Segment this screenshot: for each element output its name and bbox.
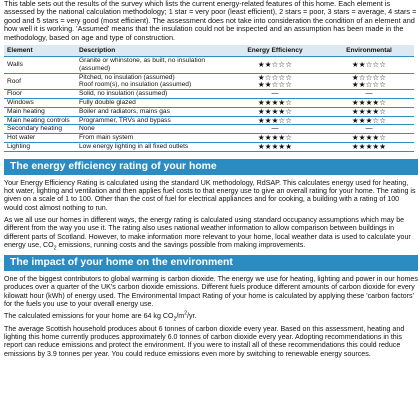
empty-star-icon: ☆ <box>271 72 279 82</box>
description-cell <box>76 73 226 90</box>
environmental-rating-cell <box>324 143 414 152</box>
table-row <box>4 57 414 74</box>
empty-star-icon: ☆ <box>379 80 387 90</box>
section-heading-energy-rating: The energy efficiency rating of your home <box>4 159 418 175</box>
element-cell: Secondary heating <box>4 125 76 134</box>
table-row <box>4 73 414 90</box>
environmental-rating-cell <box>324 116 414 125</box>
filled-star-icon: ★ <box>358 133 366 143</box>
filled-star-icon: ★ <box>372 106 380 116</box>
star-rating <box>327 61 411 69</box>
not-applicable-dash: — <box>365 90 373 98</box>
description-cell <box>76 125 226 134</box>
filled-star-icon: ★ <box>358 115 366 125</box>
element-cell: Floor <box>4 90 76 99</box>
filled-star-icon: ★ <box>365 106 373 116</box>
description-line: (assumed) <box>79 64 111 72</box>
empty-star-icon: ☆ <box>372 72 380 82</box>
element-cell: Walls <box>4 57 76 74</box>
filled-star-icon: ★ <box>365 98 373 108</box>
star-rating <box>229 99 321 107</box>
not-applicable-dash: — <box>271 125 279 133</box>
empty-star-icon: ☆ <box>365 72 373 82</box>
energy-rating-paragraph-1: Your Energy Efficiency Rating is calculated using the standard UK methodology, RdSAP. This calculates energy used for heating, hot water, lighting and ventilation and then applies fuel costs to that energy use to give an overall rating for your home. The rating is given on a scale of 1 to 100. Other than the cost of fuel for electrical appliances and for cooking, a building with a rating of 100 would cost almost nothing to run. <box>4 178 416 212</box>
filled-star-icon: ★ <box>264 133 272 143</box>
element-cell: Lighting <box>4 143 76 152</box>
filled-star-icon: ★ <box>278 106 286 116</box>
filled-star-icon: ★ <box>351 59 359 69</box>
empty-star-icon: ☆ <box>379 98 387 108</box>
filled-star-icon: ★ <box>271 133 279 143</box>
element-cell: Main heating <box>4 107 76 116</box>
empty-star-icon: ☆ <box>372 115 380 125</box>
empty-star-icon: ☆ <box>271 59 279 69</box>
element-cell: Windows <box>4 99 76 108</box>
not-applicable-dash: — <box>365 125 373 133</box>
filled-star-icon: ★ <box>365 133 373 143</box>
filled-star-icon: ★ <box>271 98 279 108</box>
empty-star-icon: ☆ <box>365 59 373 69</box>
filled-star-icon: ★ <box>372 142 380 151</box>
description-cell <box>76 90 226 99</box>
filled-star-icon: ★ <box>351 106 359 116</box>
description-line: Boiler and radiators, mains gas <box>79 107 170 115</box>
description-line: From main system <box>79 134 134 142</box>
description-cell <box>76 134 226 143</box>
environment-paragraph-3: The average Scottish household produces about 6 tonnes of carbon dioxide every year. Based on this assessment, heating and lighting this home currently produces approximately 6.0 tonnes of carbon dioxide every year. Adopting recommendations in this report can reduce emissions and protect the environment. If you were to install all of these recommendations this could reduce emissions by 3.9 tonnes per year. You could reduce emissions even more by switching to renewable energy sources. <box>4 324 405 358</box>
efficiency-rating-cell <box>226 116 324 125</box>
efficiency-rating-cell <box>226 57 324 74</box>
filled-star-icon: ★ <box>351 115 359 125</box>
empty-star-icon: ☆ <box>285 59 293 69</box>
filled-star-icon: ★ <box>257 106 265 116</box>
energy-rating-paragraph-2: As we all use our homes in different ways, the energy rating is calculated using standard occupancy assumptions which may be different from the way you use it. The rating also uses national weather information to allow comparison between buildings in different parts of Scotland. However, to make information more relevant to your home, local weather data is used to calculate your energy use, $CO_2$ emissions, running costs and the savings possible from making improvements. <box>4 215 411 252</box>
empty-star-icon: ☆ <box>285 106 293 116</box>
intro-text: This table sets out the results of the survey which lists the current energy-related features of this home. Each element is assessed by the national calculation methodology; 1 star = very poor (least efficient), 2 stars = poor, 3 stars = average, 4 stars = good and 5 stars = very good (most efficient). The assessment does not take into consideration the condition of an element and how well it is working. 'Assumed' means that the insulation could not be inspected and an assumption has been made in the methodology, based on age and type of construction. <box>4 0 417 42</box>
empty-star-icon: ☆ <box>278 80 286 90</box>
star-rating <box>229 61 321 69</box>
filled-star-icon: ★ <box>257 72 265 82</box>
features-table <box>4 45 414 152</box>
filled-star-icon: ★ <box>358 59 366 69</box>
empty-star-icon: ☆ <box>379 72 387 82</box>
star-rating <box>327 134 411 142</box>
description-cell <box>76 143 226 152</box>
star-rating <box>229 143 321 151</box>
empty-star-icon: ☆ <box>379 106 387 116</box>
filled-star-icon: ★ <box>271 142 279 151</box>
star-rating <box>327 117 411 125</box>
environmental-rating-cell <box>324 73 414 90</box>
element-cell: Main heating controls <box>4 116 76 125</box>
filled-star-icon: ★ <box>365 142 373 151</box>
filled-star-icon: ★ <box>278 133 286 143</box>
filled-star-icon: ★ <box>264 106 272 116</box>
description-line: Low energy lighting in all fixed outlets <box>79 143 189 150</box>
star-rating <box>327 143 411 151</box>
header-environmental: Environmental <box>324 45 414 57</box>
empty-star-icon: ☆ <box>278 115 286 125</box>
filled-star-icon: ★ <box>271 115 279 125</box>
filled-star-icon: ★ <box>264 98 272 108</box>
empty-star-icon: ☆ <box>379 59 387 69</box>
empty-star-icon: ☆ <box>285 115 293 125</box>
empty-star-icon: ☆ <box>372 59 380 69</box>
description-cell <box>76 99 226 108</box>
section-heading-environment: The impact of your home on the environment <box>4 255 418 271</box>
empty-star-icon: ☆ <box>278 72 286 82</box>
empty-star-icon: ☆ <box>358 72 366 82</box>
empty-star-icon: ☆ <box>278 59 286 69</box>
description-line: Fully double glazed <box>79 99 136 107</box>
empty-star-icon: ☆ <box>379 133 387 143</box>
table-row <box>4 116 414 125</box>
filled-star-icon: ★ <box>257 98 265 108</box>
filled-star-icon: ★ <box>351 98 359 108</box>
filled-star-icon: ★ <box>372 133 380 143</box>
filled-star-icon: ★ <box>264 142 272 151</box>
star-rating <box>327 108 411 116</box>
environment-paragraph-1: One of the biggest contributors to global warming is carbon dioxide. The energy we use for heating, lighting and power in our homes produces over a quarter of the UK's carbon dioxide emissions. Different fuels produce different amounts of carbon dioxide for every kilowatt hour (kWh) of energy used. The Environmental Impact Rating of your home is calculated by applying these 'carbon factors' for the fuels you use to your overall energy use. <box>4 275 418 309</box>
description-line: Roof room(s), no insulation (assumed) <box>79 81 192 89</box>
table-row <box>4 143 414 152</box>
efficiency-rating-cell <box>226 73 324 90</box>
filled-star-icon: ★ <box>351 72 359 82</box>
star-rating <box>327 99 411 107</box>
header-energy-efficiency: Energy Efficiency <box>226 45 324 57</box>
star-rating <box>229 108 321 116</box>
filled-star-icon: ★ <box>379 142 387 151</box>
filled-star-icon: ★ <box>257 115 265 125</box>
star-rating <box>229 81 321 89</box>
description-cell <box>76 57 226 74</box>
filled-star-icon: ★ <box>358 106 366 116</box>
filled-star-icon: ★ <box>351 80 359 90</box>
empty-star-icon: ☆ <box>271 80 279 90</box>
empty-star-icon: ☆ <box>365 80 373 90</box>
filled-star-icon: ★ <box>278 142 286 151</box>
description-cell <box>76 116 226 125</box>
emissions-statement: The calculated emissions for your home are 64 kg $CO_2/m^2/yr$. <box>4 311 197 323</box>
description-line: None <box>79 125 95 133</box>
description-line: Solid, no insulation (assumed) <box>79 90 168 98</box>
empty-star-icon: ☆ <box>285 72 293 82</box>
environmental-rating-cell <box>324 57 414 74</box>
empty-star-icon: ☆ <box>285 80 293 90</box>
filled-star-icon: ★ <box>264 115 272 125</box>
filled-star-icon: ★ <box>257 142 265 151</box>
filled-star-icon: ★ <box>278 98 286 108</box>
empty-star-icon: ☆ <box>285 133 293 143</box>
star-rating <box>327 81 411 89</box>
filled-star-icon: ★ <box>365 115 373 125</box>
filled-star-icon: ★ <box>271 106 279 116</box>
filled-star-icon: ★ <box>264 80 272 90</box>
header-description: Description <box>76 45 226 57</box>
filled-star-icon: ★ <box>257 133 265 143</box>
filled-star-icon: ★ <box>285 142 293 151</box>
header-element: Element <box>4 45 76 57</box>
description-line: Granite or whinstone, as built, no insulation <box>79 57 206 65</box>
description-line: Pitched, no insulation (assumed) <box>79 73 175 81</box>
filled-star-icon: ★ <box>358 142 366 151</box>
filled-star-icon: ★ <box>264 59 272 69</box>
description-line: Programmer, TRVs and bypass <box>79 116 171 124</box>
filled-star-icon: ★ <box>372 98 380 108</box>
empty-star-icon: ☆ <box>379 115 387 125</box>
not-applicable-dash: — <box>271 90 279 98</box>
filled-star-icon: ★ <box>257 80 265 90</box>
element-cell: Hot water <box>4 134 76 143</box>
table-header-row <box>4 45 414 57</box>
empty-star-icon: ☆ <box>264 72 272 82</box>
filled-star-icon: ★ <box>358 80 366 90</box>
star-rating <box>229 117 321 125</box>
empty-star-icon: ☆ <box>285 98 293 108</box>
filled-star-icon: ★ <box>351 133 359 143</box>
element-cell: Roof <box>4 73 76 90</box>
empty-star-icon: ☆ <box>372 80 380 90</box>
efficiency-rating-cell <box>226 143 324 152</box>
filled-star-icon: ★ <box>351 142 359 151</box>
description-cell <box>76 107 226 116</box>
filled-star-icon: ★ <box>358 98 366 108</box>
star-rating <box>229 134 321 142</box>
filled-star-icon: ★ <box>257 59 265 69</box>
